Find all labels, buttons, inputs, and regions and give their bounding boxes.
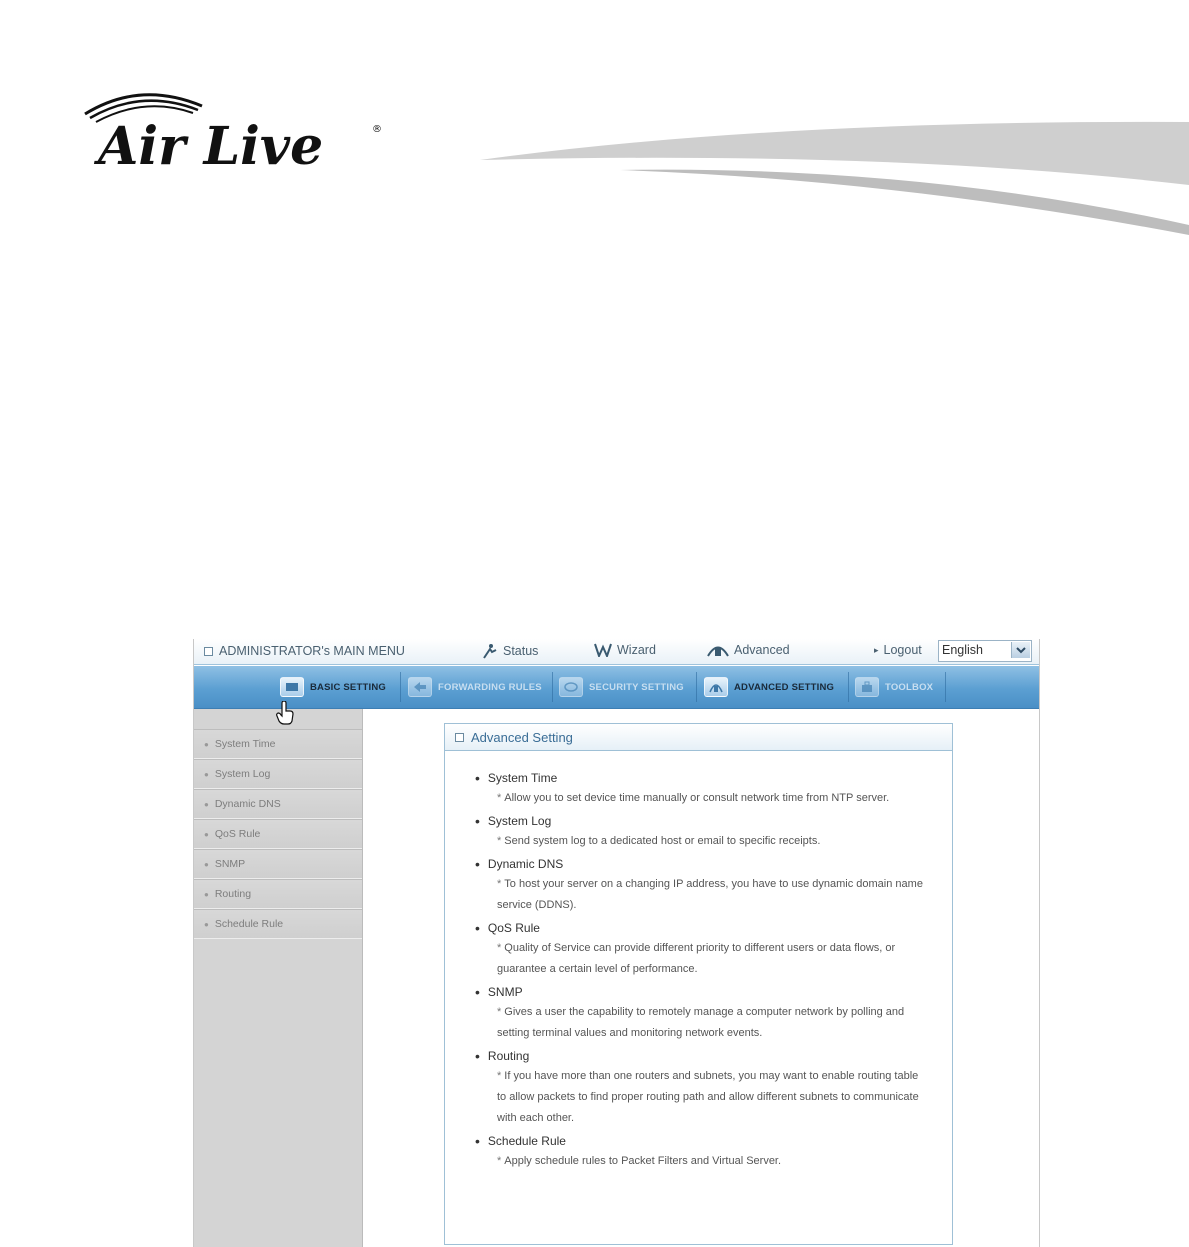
entry-description: Quality of Service can provide different priority to different users or data flows, or guarantee a certain level of performance.: [497, 942, 896, 975]
sidebar-item-snmp[interactable]: ● SNMP: [194, 849, 362, 879]
sidebar-item-schedule-rule[interactable]: ● Schedule Rule: [194, 909, 362, 939]
bullet-icon: •: [475, 770, 480, 786]
bullet-icon: •: [475, 1133, 480, 1149]
entry-description: Apply schedule rules to Packet Filters and Virtual Server.: [504, 1155, 782, 1167]
asterisk-icon: *: [497, 942, 502, 954]
svg-text:®: ®: [372, 124, 382, 135]
entry-title: QoS Rule: [487, 921, 540, 935]
forwarding-rules-icon: [408, 677, 432, 697]
entry-description: To host your server on a changing IP address, you have to use dynamic domain name service (DDNS).: [497, 878, 923, 911]
main-menu-title: ADMINISTRATOR's MAIN MENU: [204, 644, 405, 658]
bullet-icon: ●: [204, 799, 209, 809]
bullet-icon: •: [475, 856, 480, 872]
bullet-icon: ●: [204, 859, 209, 869]
logout-arrow-icon: ▸: [874, 644, 879, 655]
list-item: [475, 857, 952, 916]
list-item: [475, 921, 952, 980]
bullet-icon: •: [475, 920, 480, 936]
tab-divider: [696, 672, 697, 702]
sidebar: [194, 709, 363, 1247]
entry-title: SNMP: [487, 985, 523, 999]
sidebar-item-dynamic-dns[interactable]: ● Dynamic DNS: [194, 789, 362, 819]
sidebar-item-routing[interactable]: ● Routing: [194, 879, 362, 909]
panel-header: [445, 724, 952, 751]
bullet-icon: ●: [204, 739, 209, 749]
list-item: [475, 985, 952, 1044]
entry-title: Schedule Rule: [487, 1134, 566, 1148]
entry-description: Allow you to set device time manually or consult network time from NTP server.: [504, 792, 890, 804]
tab-basic-setting[interactable]: BASIC SETTING: [280, 673, 386, 701]
bullet-icon: ●: [204, 829, 209, 839]
logout-link[interactable]: ▸ Logout: [874, 643, 922, 657]
basic-setting-icon: [280, 677, 304, 697]
advanced-setting-panel: [444, 723, 953, 1245]
router-admin-ui: [193, 639, 1040, 1247]
panel-body: [445, 751, 952, 1172]
advanced-setting-icon: [704, 677, 728, 697]
asterisk-icon: *: [497, 1155, 502, 1167]
status-icon: [482, 643, 498, 659]
advanced-icon: [707, 643, 729, 657]
tab-forwarding-rules[interactable]: FORWARDING RULES: [408, 673, 542, 701]
bullet-icon: ●: [204, 769, 209, 779]
entry-title: Routing: [487, 1049, 530, 1063]
language-select[interactable]: English: [938, 640, 1032, 662]
bullet-icon: •: [475, 984, 480, 1000]
tab-security-setting[interactable]: SECURITY SETTING: [559, 673, 684, 701]
sidebar-item-system-time[interactable]: ● System Time: [194, 729, 362, 759]
sidebar-item-system-log[interactable]: ● System Log: [194, 759, 362, 789]
asterisk-icon: *: [497, 792, 502, 804]
sidebar-item-qos-rule[interactable]: ● QoS Rule: [194, 819, 362, 849]
tab-divider: [400, 672, 401, 702]
entry-description: If you have more than one routers and subnets, you may want to enable routing table to allow packets to find proper routing path and allow different subnets to communicate with each other.: [497, 1070, 919, 1124]
tab-divider: [945, 672, 946, 702]
tab-divider: [552, 672, 553, 702]
top-menu-bar: [194, 639, 1039, 665]
main-tab-bar: [194, 666, 1039, 709]
list-item: [475, 771, 952, 809]
tab-divider: [848, 672, 849, 702]
header-swoosh: [470, 110, 1189, 240]
list-item: [475, 1134, 952, 1172]
hand-cursor-icon: [276, 701, 294, 725]
entry-title: Dynamic DNS: [487, 857, 564, 871]
security-setting-icon: [559, 677, 583, 697]
svg-text:Air Live: Air Live: [98, 116, 324, 177]
list-item: [475, 1049, 952, 1129]
tab-advanced-setting[interactable]: ADVANCED SETTING: [704, 673, 834, 701]
bullet-icon: ●: [204, 919, 209, 929]
list-item: [475, 814, 952, 852]
asterisk-icon: *: [497, 878, 502, 890]
bullet-icon: •: [475, 813, 480, 829]
entry-description: Send system log to a dedicated host or email to specific receipts.: [504, 835, 821, 847]
entry-description: Gives a user the capability to remotely manage a computer network by polling and setting terminal values and monitoring network events.: [497, 1006, 905, 1039]
page-title: Advanced Setting: [471, 729, 573, 745]
tab-toolbox[interactable]: TOOLBOX: [855, 673, 933, 701]
wizard-link[interactable]: Wizard: [594, 643, 656, 657]
airlive-logo: [80, 82, 390, 177]
entry-title: System Log: [487, 814, 552, 828]
bullet-icon: •: [475, 1048, 480, 1064]
status-link[interactable]: Status: [482, 643, 538, 659]
asterisk-icon: *: [497, 835, 502, 847]
entry-title: System Time: [487, 771, 558, 785]
square-bullet-icon: [204, 647, 213, 656]
toolbox-icon: [855, 677, 879, 697]
square-bullet-icon: [455, 733, 464, 742]
advanced-link[interactable]: Advanced: [707, 643, 790, 657]
asterisk-icon: *: [497, 1070, 502, 1082]
asterisk-icon: *: [497, 1006, 502, 1018]
wizard-icon: [594, 643, 612, 657]
bullet-icon: ●: [204, 889, 209, 899]
chevron-down-icon: [1011, 642, 1030, 658]
